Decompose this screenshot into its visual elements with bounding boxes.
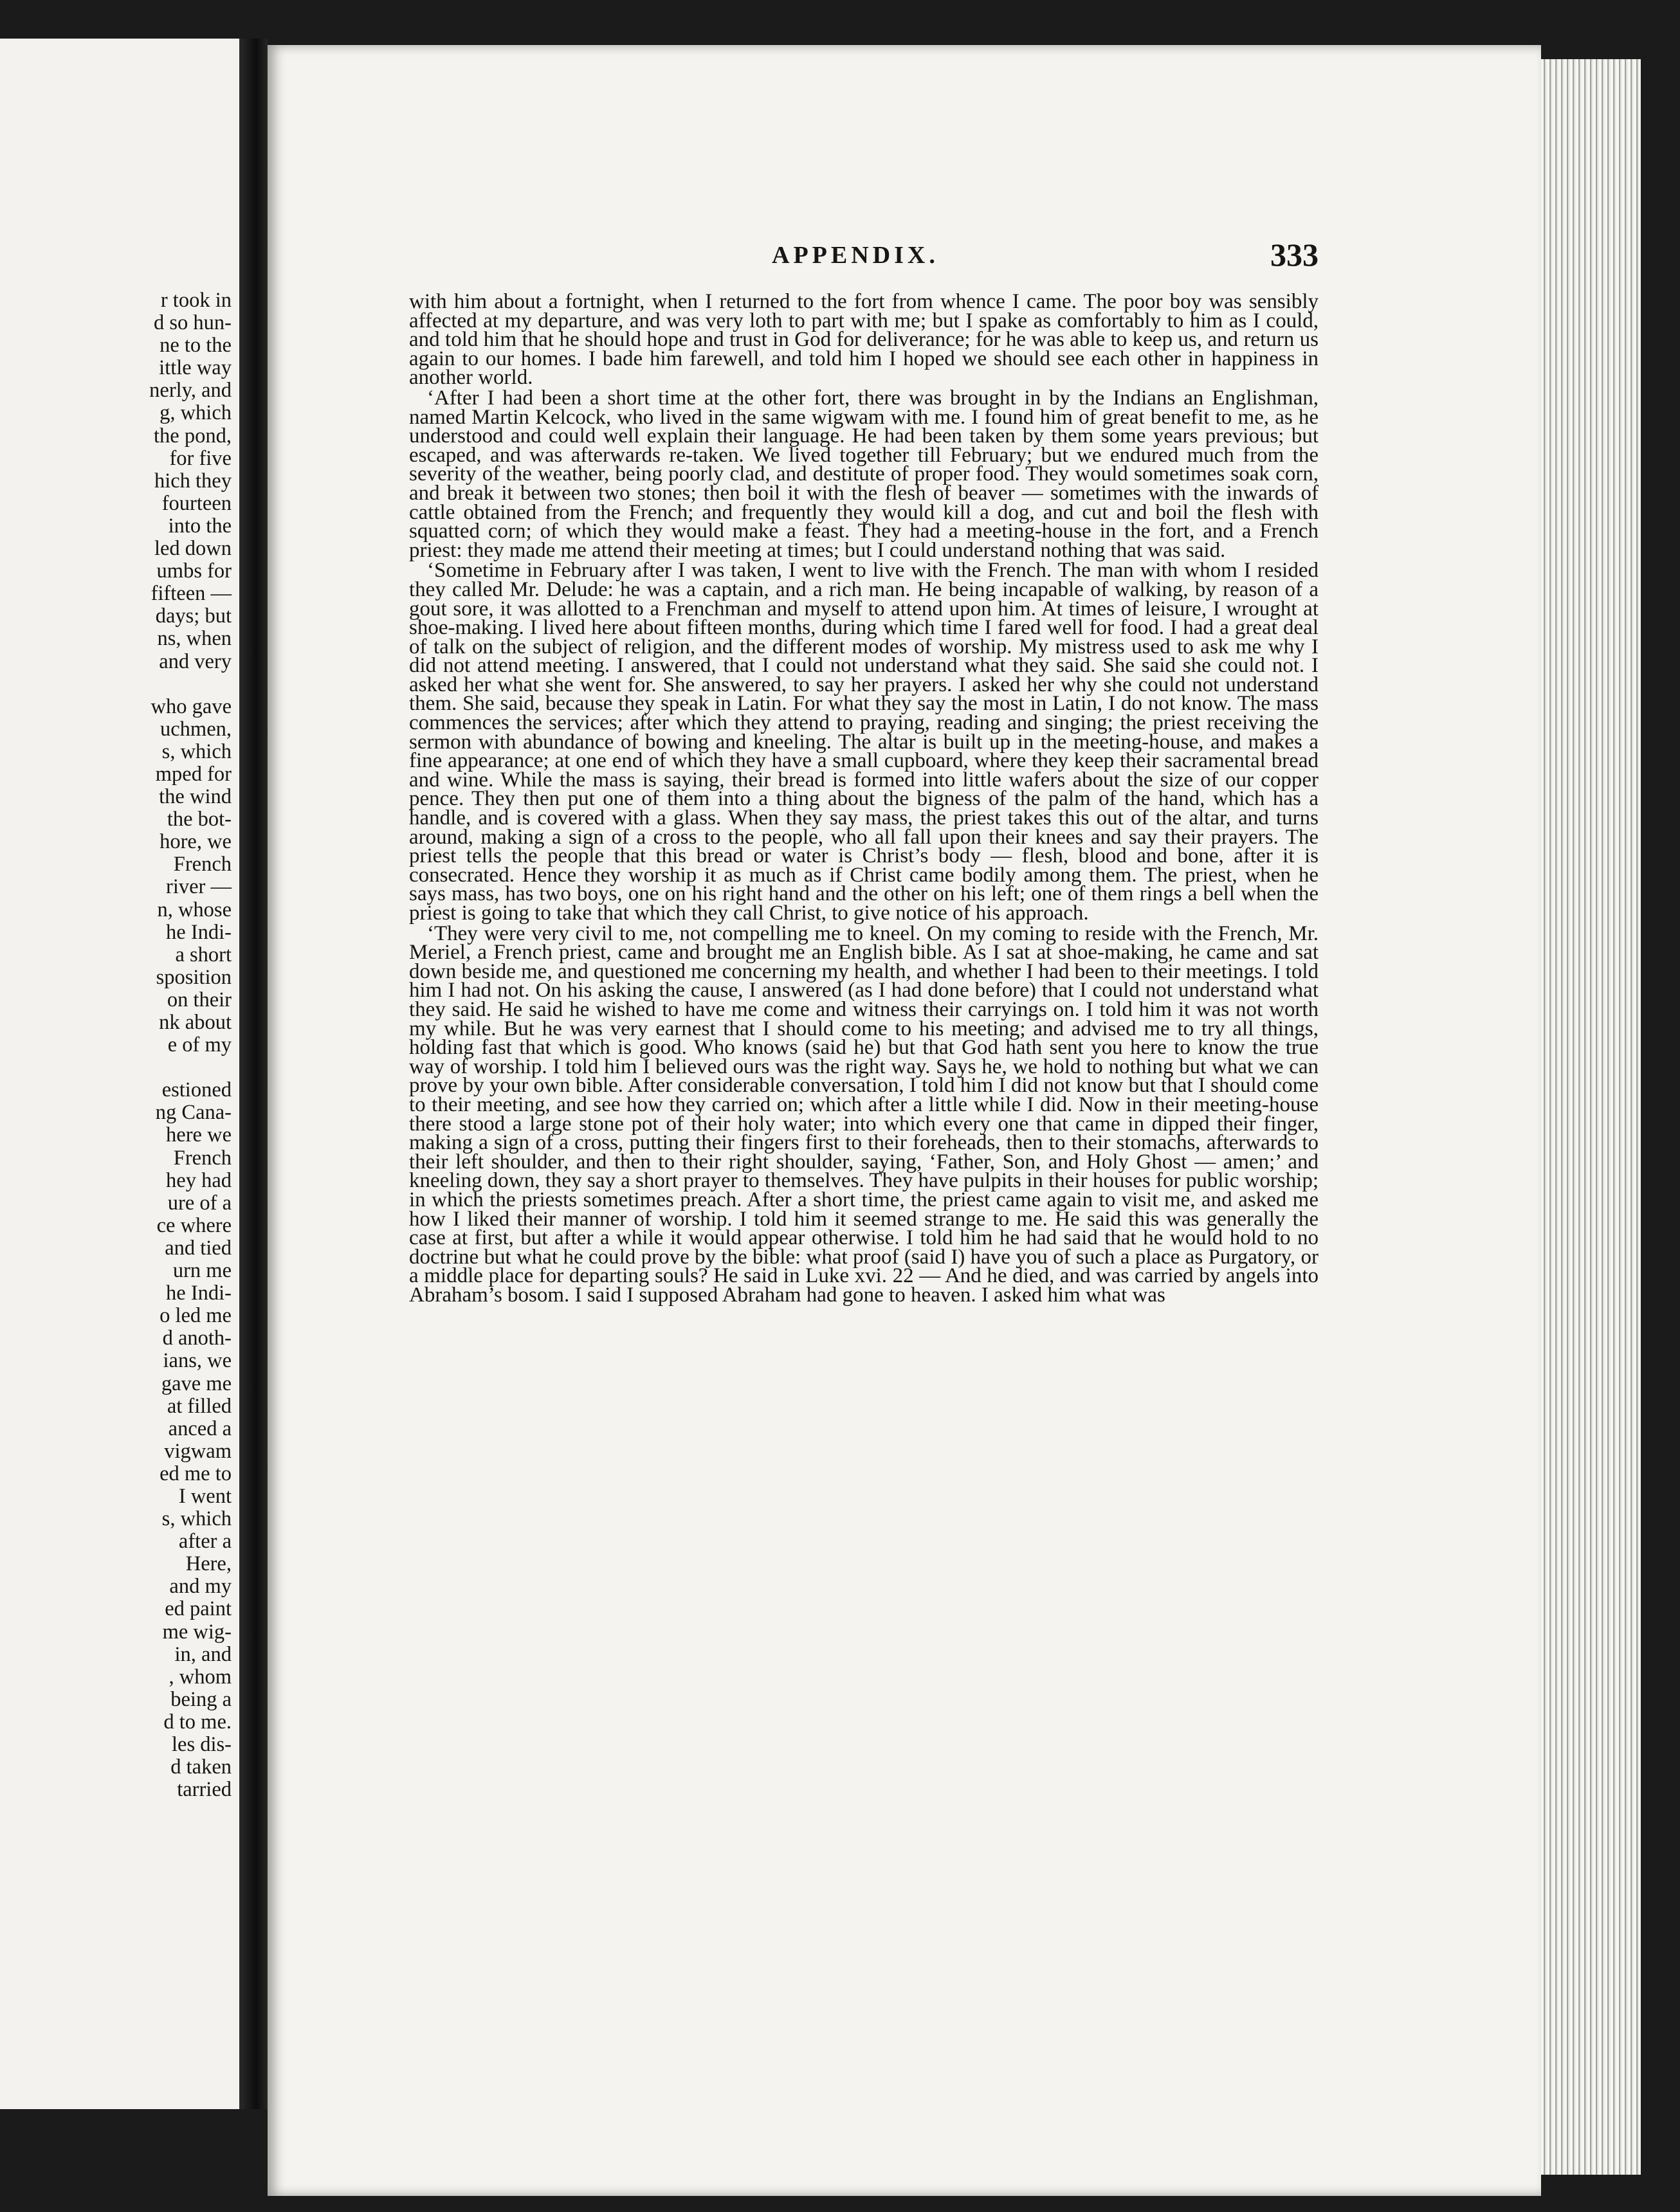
previous-page-line: here we	[166, 1123, 232, 1147]
previous-page-line: nk about	[159, 1011, 232, 1034]
previous-page-line: on their	[167, 988, 232, 1011]
page-edges	[1541, 59, 1641, 2175]
previous-page-line: vigwam	[164, 1439, 232, 1463]
previous-page-line: ians, we	[163, 1349, 232, 1373]
previous-page-line: , whom	[169, 1665, 232, 1689]
paragraph: ‘Sometime in February after I was taken, I went to live with the French. The man with whom I resided they called Mr. Delude: he was a captain, and a rich man. He being incapable of walking, by reason of a gout sore, it was allotted to a Frenchman and myself to attend upon him. At times of leisure, I wrought at shoe-making. I lived here about fifteen months, during which time I fared well for food. I had a great deal of talk on the subject of religion, and the different modes of worship. My mistress used to ask me why I did not attend meeting. I answered, that I could not understand what they said. She said she could not. I asked her what she went for. She answered, to say her prayers. I asked her why she could not understand them. She said, because they speak in Latin. For what they say the most in Latin, I do not know. The mass commences the services; after which they attend to praying, reading and singing; the priest receiving the sermon with abundance of bowing and kneeling. The altar is built up in the meeting-house, and makes a fine appearance; at one end of which they have a small cupboard, where they keep their sacramental bread and wine. While the mass is saying, their bread is formed into little wafers about the size of our copper pence. They then put one of them into a thing about the bigness of the palm of the hand, which has a handle, and is covered with a glass. When they say mass, the priest takes this out of the altar, and turns around, making a sign of a cross to the people, who all fall upon their knees and say their prayers. The priest tells the people that this bread or water is Christ’s body — flesh, blood and bone, after it is consecrated. Hence they worship it as much as if Christ came bodily among them. The priest, when he says mass, has two boys, one on his right hand and the other on his left; one of them rings a bell when the priest is going to take that which they call Christ, to give notice of his approach.	[409, 559, 1319, 925]
previous-page-line	[19, 1056, 232, 1079]
previous-page-line: ed me to	[160, 1462, 232, 1485]
page-number: 333	[1270, 237, 1319, 273]
previous-page-line: I went	[178, 1484, 232, 1508]
previous-page-line: hey had	[166, 1168, 232, 1192]
previous-page	[0, 39, 239, 2109]
previous-page-line: French	[173, 853, 232, 876]
previous-page-line: nerly, and	[149, 379, 232, 403]
previous-page-line: urn me	[172, 1259, 232, 1283]
previous-page-line: uchmen,	[160, 717, 232, 741]
previous-page-line	[19, 673, 232, 696]
previous-page-line: a short	[175, 943, 232, 966]
previous-page-line: and my	[169, 1575, 232, 1599]
previous-page-line: d taken	[170, 1755, 232, 1779]
body-text	[409, 290, 1319, 1307]
previous-page-line: ittle way	[159, 356, 232, 380]
paragraph: with him about a fortnight, when I returned to the fort from whence I came. The poor boy was sensibly affected at my departure, and was very loth to part with me; but I spake as comfortably to him as I could, and told him that he should hope and trust in God for deliverance; for he was able to keep us, and return us again to our homes. I bade him farewell, and told him I hoped we should see each other in happiness in another world.	[409, 290, 1319, 390]
previous-page-line: tarried	[177, 1778, 232, 1802]
previous-page-line: being a	[170, 1687, 232, 1711]
previous-page-line: in, and	[174, 1642, 232, 1666]
previous-page-line: and very	[159, 649, 232, 673]
paragraph: ‘After I had been a short time at the other fort, there was brought in by the Indians an Englishman, named Martin Kelcock, who lived in the same wigwam with me. I found him of great benefit to me, as he understood and could well explain their language. He had been taken by them some years previous; but escaped, and was afterwards re-taken. We lived together till February; but we endured much from the severity of the weather, being poorly clad, and destitute of proper food. They would sometimes soak corn, and break it between two stones; then boil it with the flesh of beaver — sometimes with the inwards of cattle obtained from the French; and frequently they would kill a dog, and cut and boil the flesh with squatted corn; of which they would make a feast. They had a meeting-house in the fort, and a French priest: they made me attend their meeting at times; but I could understand nothing that was said.	[409, 386, 1319, 562]
previous-page-line: fifteen —	[151, 582, 232, 606]
previous-page-line: les dis-	[172, 1733, 232, 1756]
previous-page-line: d to me.	[163, 1710, 232, 1734]
previous-page-line: he Indi-	[166, 1282, 232, 1305]
previous-page-line: at filled	[167, 1394, 232, 1418]
previous-page-line: ce where	[156, 1213, 232, 1237]
previous-page-line: e of my	[167, 1033, 232, 1057]
previous-page-line: for five	[169, 446, 232, 470]
previous-page-line: hich they	[154, 469, 232, 493]
previous-page-line: n, whose	[157, 898, 232, 921]
previous-page-line: ng Cana-	[155, 1101, 232, 1125]
previous-page-line: sposition	[156, 965, 232, 989]
previous-page-text-column	[19, 289, 232, 1801]
previous-page-line: s, which	[161, 1507, 232, 1531]
previous-page-line: ne to the	[160, 334, 232, 358]
previous-page-line: d anoth-	[162, 1327, 232, 1350]
paragraph: ‘They were very civil to me, not compelling me to kneel. On my coming to reside with the French, Mr. Meriel, a French priest, came and brought me an English bible. As I sat at shoe-making, he came and sat down beside me, and questioned me concerning my health, and whether I had been to their meetings. I told him I had not. On his asking the cause, I answered (as I had done before) that I could not understand what they said. He said he wished to have me come and witness their carryings on. I told him it was not worth my while. But he was very earnest that I should come to his meeting; and advised me to try all things, holding fast that which is good. Who knows (said he) but that God hath sent you here to know the true way of worship. I told him I believed ours was the right way. Says he, we hold to nothing but what we can prove by your own bible. After considerable conversation, I told him I did not know but that I should come to their meeting, and see how they carried on; which after a little while I did. Now in their meeting-house there stood a large stone pot of their holy water; into which every one that came in dipped their finger, making a sign of a cross, putting their fingers first to their foreheads, then to their stomachs, afterwards to their left shoulder, and then to their right shoulder, saying, ‘Father, Son, and Holy Ghost — amen;’ and kneeling down, they say a short prayer to themselves. They have pulpits in their houses for public worship; in which the priests sometimes preach. After a short time, the priest came again to visit me, and asked me how I liked their manner of worship. I told him it seemed strange to me. He said this was generally the case at first, but after a while it would appear otherwise. I told him he had said that he would hold to no doctrine but what he could prove by the bible: what proof (said I) have you of such a place as Purgatory, or a middle place for departing souls? He said in Luke xvi. 22 — And he died, and was carried by angels into Abraham’s bosom. I said I supposed Abraham had gone to heaven. I asked him what was	[409, 921, 1319, 1307]
previous-page-line: ure of a	[167, 1191, 232, 1215]
running-head: APPENDIX.	[772, 242, 939, 269]
previous-page-line: led down	[154, 537, 232, 561]
previous-page-line: r took in	[160, 289, 232, 312]
previous-page-line: umbs for	[156, 559, 232, 583]
previous-page-line: he Indi-	[166, 920, 232, 944]
previous-page-line: river —	[166, 875, 232, 899]
previous-page-line: French	[173, 1146, 232, 1170]
previous-page-line: hore, we	[160, 830, 232, 854]
previous-page-line: fourteen	[161, 491, 232, 515]
previous-page-line: Here,	[185, 1552, 232, 1576]
previous-page-line: g, which	[160, 401, 232, 425]
previous-page-line: s, which	[161, 739, 232, 763]
previous-page-line: ns, when	[157, 627, 232, 651]
page-header	[772, 237, 1319, 273]
previous-page-line: days; but	[155, 604, 232, 628]
previous-page-line: into the	[168, 514, 232, 538]
previous-page-line: the bot-	[167, 808, 232, 831]
previous-page-line: mped for	[155, 762, 232, 786]
previous-page-line: the wind	[159, 785, 232, 809]
previous-page-line: gave me	[161, 1372, 232, 1395]
book-gutter	[239, 39, 268, 2109]
previous-page-line: who gave	[151, 694, 232, 718]
previous-page-line: after a	[178, 1530, 232, 1554]
previous-page-line: me wig-	[162, 1620, 232, 1644]
previous-page-line: estioned	[161, 1078, 232, 1102]
previous-page-line: anced a	[168, 1417, 232, 1440]
previous-page-line: the pond,	[154, 424, 232, 448]
previous-page-line: ed paint	[165, 1597, 232, 1621]
previous-page-line: d so hun-	[154, 311, 232, 335]
previous-page-line: o led me	[160, 1304, 232, 1328]
previous-page-line: and tied	[165, 1236, 232, 1260]
